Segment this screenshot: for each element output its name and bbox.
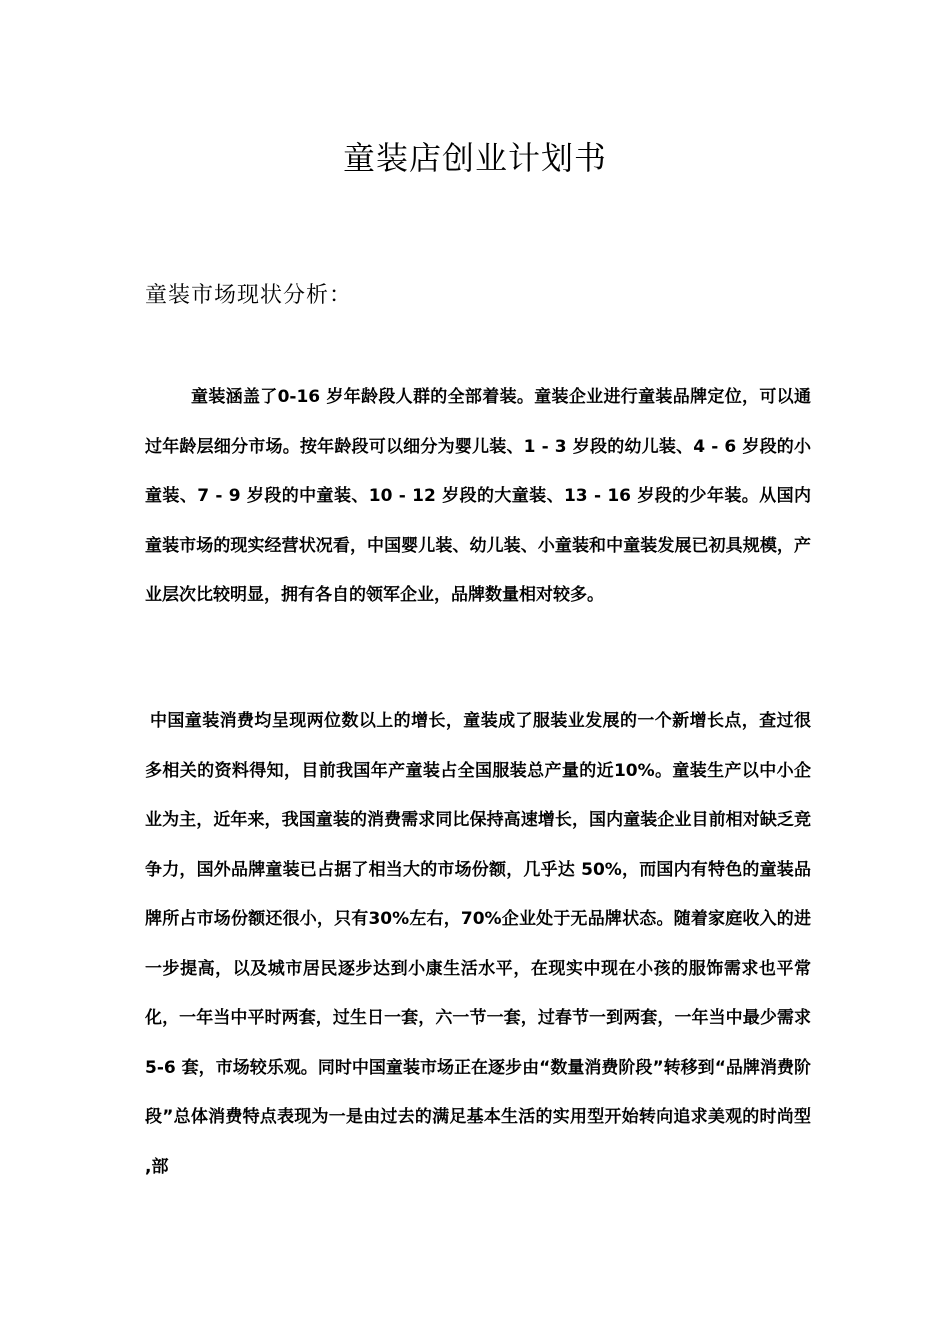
section-heading: 童装市场现状分析： bbox=[145, 283, 353, 308]
paragraph-market-growth: 中国童装消费均呈现两位数以上的增长，童装成了服装业发展的一个新增长点，查过很多相关的资料得知，目前我国年产童装占全国服装总产量的近10%。童装生产以中小企业为主，近年来，我国童装的消费需求同比保持高速增长，国内童装企业目前相对缺乏竞争力，国外品牌童装已占据了相当大的市场份额，几乎达 50%，而国内有特色的童装品牌所占市场份额还很小，只有30%左右，70%企业处于无品牌状态。随着家庭收入的进一步提高，以及城市居民逐步达到小康生活水平，在现实中现在小孩的服饰需求也平常化，一年当中平时两套，过生日一套，六一节一套，过春节一到两套，一年当中最少需求5-6 套，市场较乐观。同时中国童装市场正在逐步由“数量消费阶段”转移到“品牌消费阶段”总体消费特点表现为一是由过去的满足基本生活的实用型开始转向追求美观的时尚型 ,部 bbox=[145, 711, 811, 1177]
paragraph-market-segmentation: 童装涵盖了0-16 岁年龄段人群的全部着装。童装企业进行童装品牌定位，可以通过年龄层细分市场。按年龄段可以细分为婴儿装、1 - 3 岁段的幼儿装、4 - 6 岁段的小童装、7 - 9 岁段的中童装、10 - 12 岁段的大童装、13 - 16 岁段的少年装。从国内童装市场的现实经营状况看，中国婴儿装、幼儿装、小童装和中童装发展已初具规模，产业层次比较明显，拥有各自的领军企业，品牌数量相对较多。 bbox=[145, 387, 811, 605]
document-title: 童装店创业计划书 bbox=[342, 139, 607, 177]
